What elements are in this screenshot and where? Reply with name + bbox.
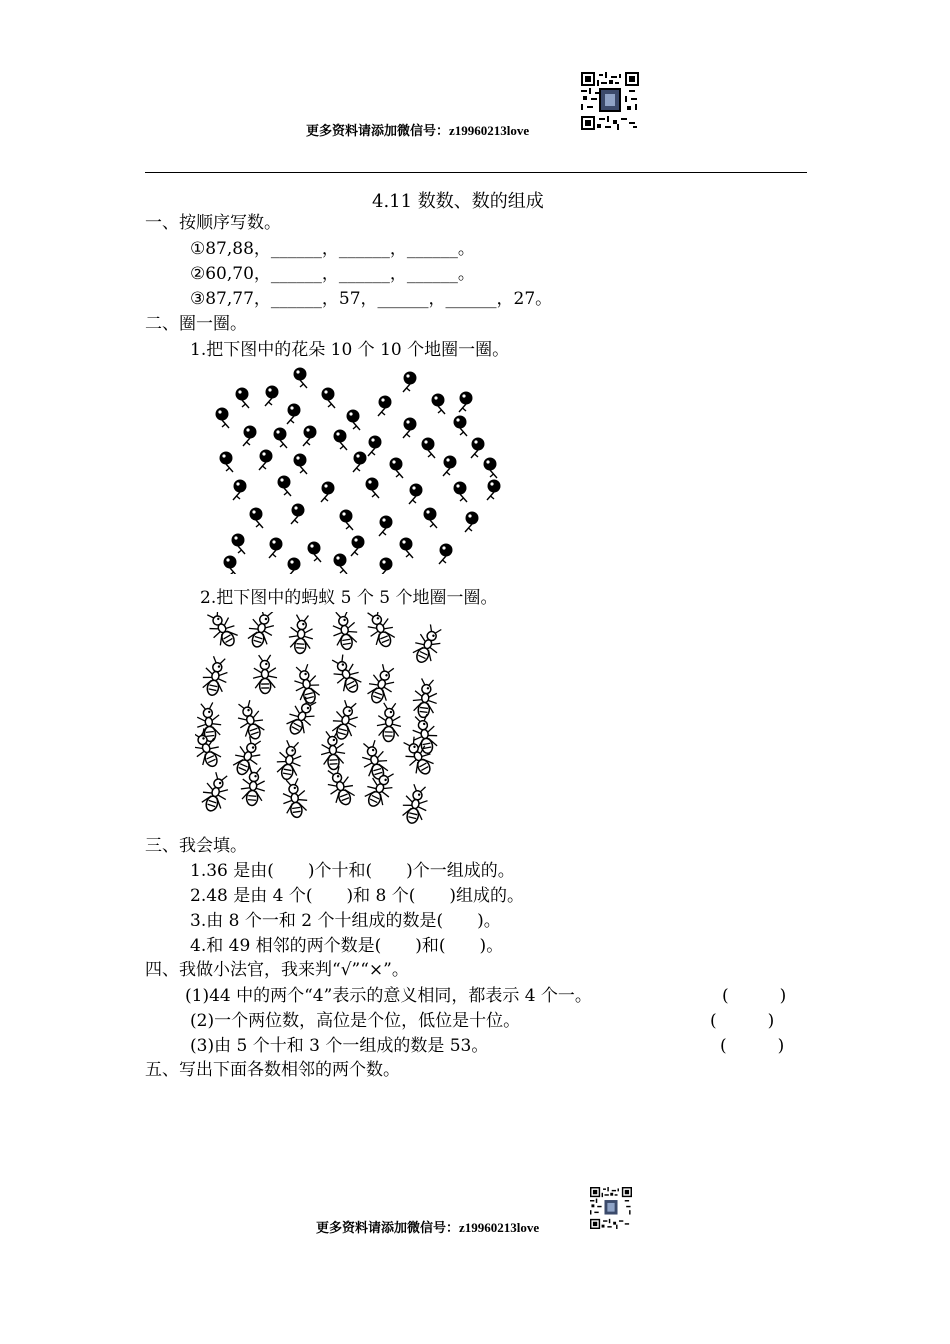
flower-icon: [403, 372, 417, 393]
section4-item-1: (1)44 中的两个“4”表示的意义相同，都表示 4 个一。: [185, 986, 592, 1006]
section3-heading: 三、我会填。: [145, 836, 247, 856]
section1-line-2: ②60,70，______，______，______。: [190, 264, 475, 284]
flower-icon: [403, 418, 417, 439]
flower-icon: [287, 558, 301, 575]
flower-icon: [321, 482, 335, 503]
ant-icon: [399, 783, 431, 826]
section4-item-1-blank: ( ): [722, 986, 787, 1006]
flower-icon: [308, 542, 322, 563]
ant-icon: [322, 764, 358, 809]
ant-icon: [376, 703, 401, 742]
flower-icon: [465, 512, 479, 533]
ant-icon: [229, 734, 266, 779]
flower-icon: [454, 416, 468, 437]
section3-item-3: 3.由 8 个一和 2 个十组成的数是( )。: [190, 911, 501, 931]
flower-icon: [232, 534, 246, 555]
flower-icon: [269, 538, 283, 559]
flower-icon: [294, 368, 308, 389]
ant-icon: [327, 652, 366, 697]
section3-item-1: 1.36 是由( )个十和( )个一组成的。: [190, 861, 515, 881]
section1-line-3: ③87,77，______，57，______，______，27。: [190, 289, 553, 309]
header-divider: [145, 172, 807, 173]
flower-icon: [287, 404, 301, 425]
section4-item-3-blank: ( ): [720, 1036, 785, 1056]
flower-icon: [459, 392, 473, 413]
section4-item-2: (2)一个两位数，高位是个位，低位是十位。: [190, 1011, 521, 1031]
section2-question-1: 1.把下图中的花朵 10 个 10 个地圈一圈。: [190, 340, 510, 360]
ant-icon: [330, 612, 360, 651]
flower-icon: [390, 458, 404, 479]
flower-icon: [366, 478, 380, 499]
flower-icon: [422, 438, 436, 459]
flower-icon: [443, 456, 457, 477]
ant-icon: [329, 699, 362, 742]
flower-icon: [291, 504, 305, 525]
section2-heading: 二、圈一圈。: [145, 314, 247, 334]
flower-icon: [400, 538, 414, 559]
ant-icon: [244, 612, 278, 650]
ant-icon: [253, 655, 278, 694]
ant-icon: [411, 678, 440, 719]
flower-icon: [224, 556, 238, 575]
flower-icon: [265, 386, 279, 407]
flower-icon: [379, 516, 393, 537]
flower-icon: [353, 452, 367, 473]
section2-question-2: 2.把下图中的蚂蚁 5 个 5 个地圈一圈。: [200, 588, 498, 608]
ant-icon: [233, 698, 268, 742]
flower-icon: [368, 436, 382, 457]
section4-item-2-blank: ( ): [710, 1011, 775, 1031]
flower-icon: [454, 482, 468, 503]
section4-item-3: (3)由 5 个十和 3 个一组成的数是 53。: [190, 1036, 489, 1056]
section1-line-1: ①87,88，______，______，______。: [190, 239, 475, 259]
flower-icon: [243, 426, 257, 447]
flower-icon: [378, 396, 392, 417]
flower-icon: [379, 558, 393, 575]
ants-illustration: [195, 612, 445, 827]
section5-heading: 五、写出下面各数相邻的两个数。: [145, 1060, 400, 1080]
section1-heading: 一、按顺序写数。: [145, 213, 281, 233]
flower-icon: [484, 458, 498, 479]
flower-icon: [347, 410, 361, 431]
flower-icon: [303, 426, 317, 447]
ant-icon: [200, 655, 231, 698]
ant-icon: [282, 694, 321, 739]
flower-icon: [351, 536, 365, 557]
flower-icon: [432, 394, 446, 415]
qr-code-header: [581, 72, 639, 130]
flower-icon: [334, 554, 348, 575]
ant-icon: [409, 622, 445, 667]
ant-icon: [362, 612, 399, 651]
flower-icon: [409, 484, 423, 505]
flower-icon: [439, 544, 453, 565]
flower-icon: [340, 510, 354, 531]
flower-icon: [322, 388, 336, 409]
footer-wechat-text: 更多资料请添加微信号：z19960213love: [316, 1220, 540, 1235]
header-wechat-text: 更多资料请添加微信号：z19960213love: [306, 123, 530, 138]
ant-icon: [198, 770, 233, 814]
flower-icon: [487, 480, 501, 501]
flower-icon: [274, 428, 288, 449]
flower-icon: [216, 408, 230, 429]
flower-icon: [471, 438, 485, 459]
ant-icon: [274, 739, 304, 781]
flower-icon: [278, 476, 292, 497]
ant-icon: [290, 663, 323, 706]
flower-icon: [236, 388, 250, 409]
section3-item-4: 4.和 49 相邻的两个数是( )和( )。: [190, 936, 504, 956]
flowers-illustration: [210, 364, 505, 574]
ant-icon: [364, 662, 400, 706]
flower-icon: [259, 450, 273, 471]
ant-icon: [202, 612, 242, 651]
flower-icon: [250, 508, 264, 529]
flower-icon: [424, 508, 438, 529]
page-title: 4.11 数数、数的组成: [372, 191, 544, 212]
flower-icon: [294, 454, 308, 475]
flower-icon: [220, 452, 234, 473]
section4-heading: 四、我做小法官，我来判“√”“×”。: [145, 960, 409, 980]
ant-icon: [280, 778, 309, 819]
flower-icon: [334, 430, 348, 451]
qr-code-footer: [590, 1187, 632, 1229]
ant-icon: [288, 614, 315, 654]
flower-icon: [233, 480, 247, 501]
section3-item-2: 2.48 是由 4 个( )和 8 个( )组成的。: [190, 886, 525, 906]
